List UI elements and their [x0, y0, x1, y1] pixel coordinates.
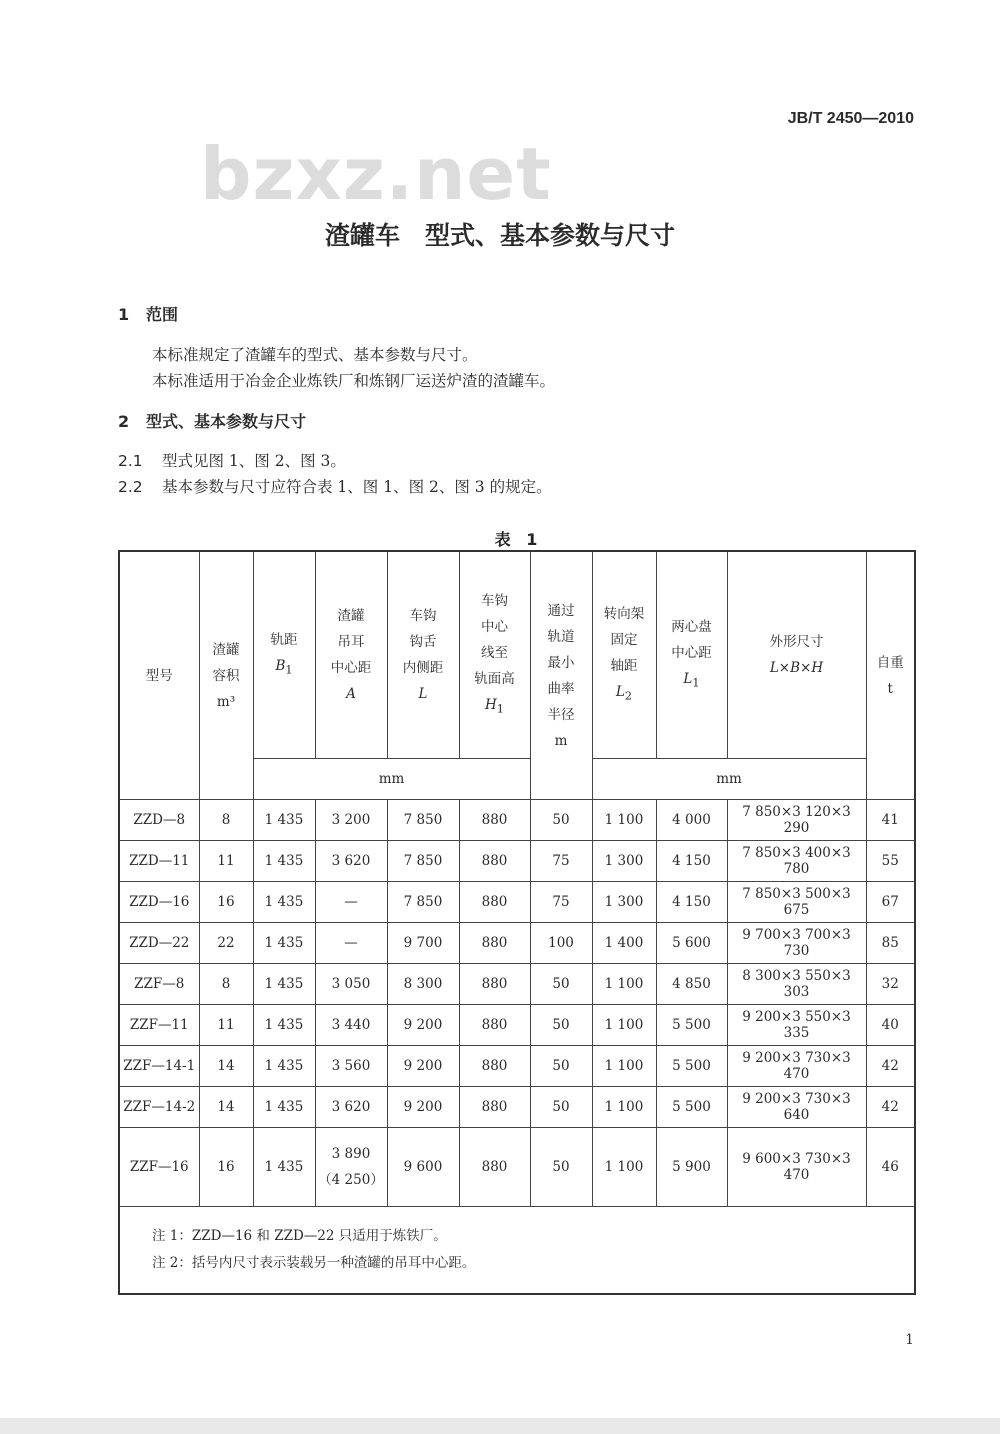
table-cell: 11	[199, 1005, 253, 1046]
table-cell: 9 700	[387, 923, 459, 964]
table-cell: 880	[459, 800, 530, 841]
cell-text: 渣罐	[212, 641, 240, 658]
table-cell: 9 200	[387, 1005, 459, 1046]
cell-text: 中心距	[671, 644, 712, 661]
table-cell: 880	[459, 1087, 530, 1128]
clause-2-2	[118, 475, 552, 497]
table-cell: 50	[530, 800, 592, 841]
cell-text: 轨距	[270, 631, 298, 648]
watermark: bzxz.net	[200, 132, 552, 216]
cell-text: 转向架	[603, 605, 645, 622]
table-cell: 1 435	[253, 1128, 315, 1207]
cell-text: 线至	[481, 644, 508, 661]
cell-text: 内侧距	[402, 660, 444, 676]
table-cell: 100	[530, 923, 592, 964]
table-cell: 50	[530, 1005, 592, 1046]
parameters-table	[118, 550, 916, 1295]
cell-text: L	[615, 683, 625, 700]
table-cell: 5 500	[656, 1005, 727, 1046]
table-cell: 7 850	[387, 882, 459, 923]
clause-text: 型式见图 1、图 2、图 3。	[162, 452, 346, 470]
table-row	[119, 1128, 915, 1207]
table-cell: 50	[530, 964, 592, 1005]
table-cell: 880	[459, 964, 530, 1005]
table-cell: 3 200	[315, 800, 387, 841]
section-title: 型式、基本参数与尺寸	[146, 412, 307, 431]
table-cell: 880	[459, 1005, 530, 1046]
table-cell	[315, 1128, 387, 1207]
table-cell: 16	[199, 882, 253, 923]
table-cell: ZZF—14-1	[119, 1046, 199, 1087]
cell-text: A	[346, 686, 356, 702]
header-hook-height: 车钩 中心 线至 轨面高 $H_1$	[459, 551, 530, 759]
header-lug-distance	[315, 551, 387, 759]
cell-text: 车钩	[409, 608, 437, 624]
section-number: 1	[118, 305, 130, 324]
table-cell: —	[315, 882, 387, 923]
cell-text: 型号	[145, 667, 173, 684]
standard-code: JB/T 2450—2010	[787, 110, 914, 127]
table-cell: 9 200	[387, 1087, 459, 1128]
table-cell: 41	[866, 800, 915, 841]
table-cell: 9 200	[387, 1046, 459, 1087]
table-cell: 1 435	[253, 1046, 315, 1087]
table-row	[119, 1005, 915, 1046]
header-volume	[199, 551, 253, 800]
table-cell: 1 100	[592, 800, 656, 841]
cell-text: m³	[216, 693, 236, 710]
table-cell: ZZD—8	[119, 800, 199, 841]
table-cell: 40	[866, 1005, 915, 1046]
table-cell: 7 850×3 500×3 675	[727, 882, 866, 923]
cell-text: 渣罐	[337, 608, 365, 624]
table-cell: 14	[199, 1087, 253, 1128]
table-cell: 880	[459, 882, 530, 923]
table-cell: 3 620	[315, 1087, 387, 1128]
cell-text: 半径	[547, 706, 575, 723]
clause-text: 基本参数与尺寸应符合表 1、图 1、图 2、图 3 的规定。	[162, 478, 552, 496]
table-cell: 880	[459, 1128, 530, 1207]
table-cell: ZZF—11	[119, 1005, 199, 1046]
table-cell: 42	[866, 1087, 915, 1128]
table-cell: 1 435	[253, 1005, 315, 1046]
table-cell: 16	[199, 1128, 253, 1207]
cell-text: L	[418, 686, 428, 702]
table-row	[119, 841, 915, 882]
table-cell: 1 300	[592, 841, 656, 882]
table-cell: 1 435	[253, 882, 315, 923]
table-cell: 67	[866, 882, 915, 923]
section-1-heading	[118, 302, 178, 325]
table-cell: 880	[459, 841, 530, 882]
table-cell: 3 440	[315, 1005, 387, 1046]
header-bogie-wheelbase: 转向架 固定 轴距 $L_2$	[592, 551, 656, 759]
table-cell: 14	[199, 1046, 253, 1087]
cell-text: 3 890	[331, 1146, 371, 1162]
cell-text: 外形尺寸	[769, 634, 824, 650]
table-cell: 4 150	[656, 882, 727, 923]
cell-text: 轨面高	[474, 670, 515, 687]
table-cell: 1 435	[253, 923, 315, 964]
table-cell: 50	[530, 1087, 592, 1128]
table-cell: 1 100	[592, 964, 656, 1005]
table-cell: 9 700×3 700×3 730	[727, 923, 866, 964]
table-cell: 1 100	[592, 1005, 656, 1046]
table-cell: 4 850	[656, 964, 727, 1005]
clause-number: 2.1	[118, 452, 143, 470]
table-cell: ZZD—22	[119, 923, 199, 964]
table-cell: 22	[199, 923, 253, 964]
header-hook-distance	[387, 551, 459, 759]
header-curve-radius	[530, 551, 592, 800]
table-cell: 7 850	[387, 800, 459, 841]
cell-text: 自重	[876, 654, 904, 671]
table-cell: ZZF—16	[119, 1128, 199, 1207]
section-title: 范围	[146, 305, 179, 324]
table-cell: 46	[866, 1128, 915, 1207]
table-notes	[119, 1207, 915, 1295]
table-cell: 1 435	[253, 964, 315, 1005]
header-pivot-distance: 两心盘 中心距 $L_1$	[656, 551, 727, 759]
table-notes-row	[119, 1207, 915, 1295]
table-header-row	[119, 551, 915, 759]
table-cell: 50	[530, 1128, 592, 1207]
cell-text: 吊耳	[337, 634, 365, 650]
cell-text: L	[683, 670, 693, 687]
table-cell: 9 600×3 730×3 470	[727, 1128, 866, 1207]
table-cell: 5 600	[656, 923, 727, 964]
cell-text: （4 250）	[318, 1172, 384, 1188]
cell-text: L×B×H	[769, 660, 824, 676]
cell-text: H	[485, 696, 497, 713]
unit-mm: mm	[253, 759, 530, 800]
table-cell: 11	[199, 841, 253, 882]
table-cell: 55	[866, 841, 915, 882]
document-title: 渣罐车 型式、基本参数与尺寸	[324, 221, 675, 250]
table-cell: 880	[459, 1046, 530, 1087]
cell-text: m	[554, 732, 568, 749]
paragraph: 本标准适用于冶金企业炼铁厂和炼钢厂运送炉渣的渣罐车。	[152, 372, 556, 390]
cell-text: 曲率	[547, 680, 575, 697]
table-cell: 9 200×3 550×3 335	[727, 1005, 866, 1046]
header-overall-dimensions	[727, 551, 866, 759]
table-cell: 8	[199, 800, 253, 841]
table-cell: 4 000	[656, 800, 727, 841]
table-cell: 1 435	[253, 841, 315, 882]
table-cell: ZZF—8	[119, 964, 199, 1005]
cell-text: 通过	[547, 602, 575, 619]
table-cell: ZZD—11	[119, 841, 199, 882]
cell-text: 固定	[610, 631, 638, 648]
table-cell: 8 300	[387, 964, 459, 1005]
viewer-bottom-bar	[0, 1418, 1000, 1434]
table-cell: 75	[530, 841, 592, 882]
table-cell: 3 560	[315, 1046, 387, 1087]
cell-text: B	[275, 657, 286, 674]
header-gauge: 轨距 $B_1$	[253, 551, 315, 759]
cell-text: 轴距	[610, 657, 638, 674]
table-row	[119, 923, 915, 964]
clause-number: 2.2	[118, 478, 143, 496]
table-cell: 9 600	[387, 1128, 459, 1207]
cell-text: 中心距	[330, 660, 372, 676]
table-cell: ZZF—14-2	[119, 1087, 199, 1128]
header-weight	[866, 551, 915, 800]
table-cell: 1 100	[592, 1087, 656, 1128]
table-cell: 9 200×3 730×3 470	[727, 1046, 866, 1087]
table-cell: 50	[530, 1046, 592, 1087]
table-cell: 75	[530, 882, 592, 923]
table-cell: 32	[866, 964, 915, 1005]
table-cell: —	[315, 923, 387, 964]
table-cell: 85	[866, 923, 915, 964]
table-cell: 1 100	[592, 1046, 656, 1087]
table-cell: 5 500	[656, 1087, 727, 1128]
table-cell: 1 300	[592, 882, 656, 923]
cell-text: 最小	[547, 654, 575, 671]
cell-text: t	[887, 680, 893, 697]
table-caption: 表 1	[494, 530, 538, 549]
table-cell: 1 100	[592, 1128, 656, 1207]
table-cell: 5 500	[656, 1046, 727, 1087]
table-row	[119, 882, 915, 923]
header-model	[119, 551, 199, 800]
clause-2-1	[118, 449, 346, 471]
table-cell: 42	[866, 1046, 915, 1087]
table-cell: 7 850×3 400×3 780	[727, 841, 866, 882]
table-cell: 7 850×3 120×3 290	[727, 800, 866, 841]
cell-text: 两心盘	[671, 618, 712, 635]
table-cell: 8 300×3 550×3 303	[727, 964, 866, 1005]
table-cell: 1 435	[253, 1087, 315, 1128]
table-cell: 4 150	[656, 841, 727, 882]
note: 注 1：ZZD—16 和 ZZD—22 只适用于炼铁厂。	[152, 1228, 447, 1244]
table-cell: 880	[459, 923, 530, 964]
page-number: 1	[905, 1332, 914, 1348]
cell-text: 容积	[212, 667, 240, 684]
cell-text: 轨道	[547, 628, 575, 645]
unit-mm: mm	[592, 759, 866, 800]
table-cell: 3 620	[315, 841, 387, 882]
table-row	[119, 964, 915, 1005]
section-number: 2	[118, 412, 130, 431]
cell-text: 中心	[481, 618, 508, 635]
table-row	[119, 1087, 915, 1128]
paragraph: 本标准规定了渣罐车的型式、基本参数与尺寸。	[152, 346, 478, 364]
cell-text: 车钩	[481, 592, 508, 609]
table-cell: 1 435	[253, 800, 315, 841]
table-cell: 9 200×3 730×3 640	[727, 1087, 866, 1128]
table-cell: 1 400	[592, 923, 656, 964]
table-cell: 5 900	[656, 1128, 727, 1207]
note: 注 2：括号内尺寸表示装载另一种渣罐的吊耳中心距。	[152, 1255, 476, 1271]
table-row	[119, 1046, 915, 1087]
section-2-heading	[118, 409, 306, 432]
table-cell: ZZD—16	[119, 882, 199, 923]
cell-text: 钩舌	[409, 634, 437, 650]
table-row	[119, 800, 915, 841]
table-cell: 8	[199, 964, 253, 1005]
table-cell: 7 850	[387, 841, 459, 882]
table-cell: 3 050	[315, 964, 387, 1005]
